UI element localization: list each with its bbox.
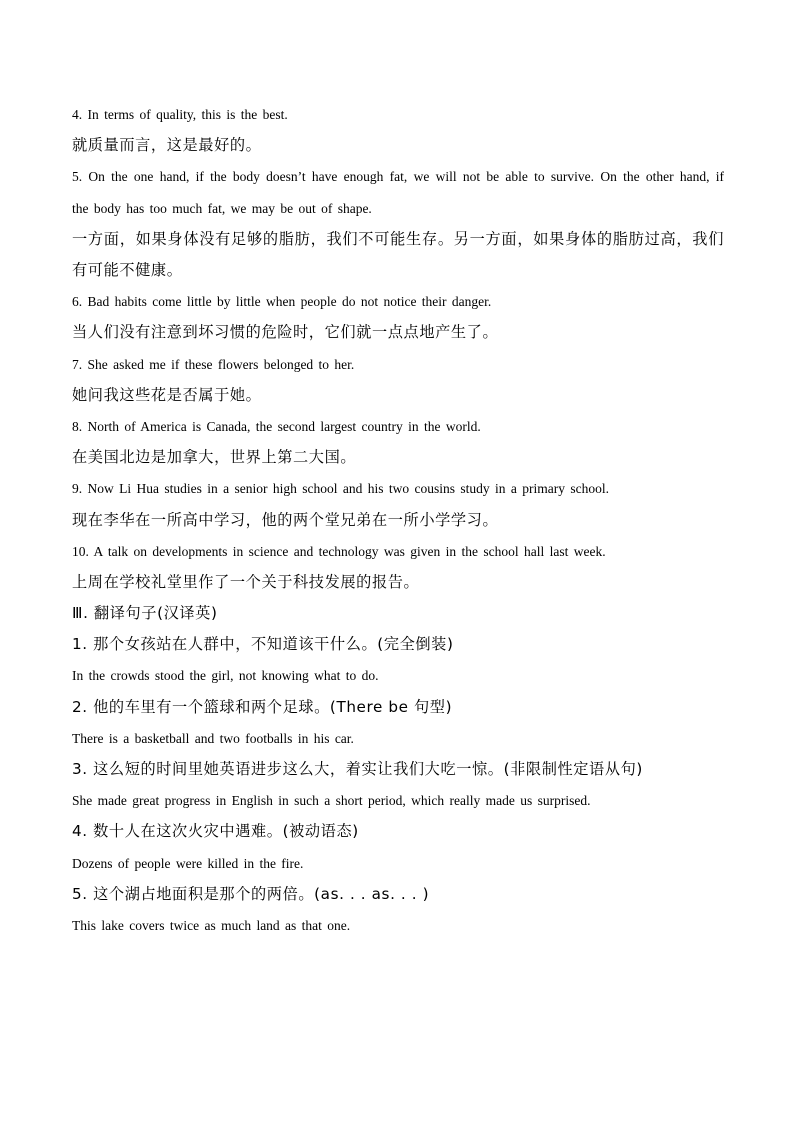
sentence-5-chinese: 一方面，如果身体没有足够的脂肪，我们不可能生存。另一方面，如果身体的脂肪过高，我们有可能不健康。 — [72, 229, 724, 279]
sentence-10-english: 10. A talk on developments in science and technology was given in the school hall last week. — [72, 543, 606, 559]
sentence-8-chinese: 在美国北边是加拿大，世界上第二大国。 — [72, 448, 357, 467]
sentence-8-english: 8. North of America is Canada, the second largest country in the world. — [72, 418, 481, 434]
sentence-5-english: 5. On the one hand, if the body doesn’t have enough fat, we will not be able to survive. On the other hand, if the body has too much fat, we may be out of shape. — [72, 169, 724, 216]
sentence-7-chinese: 她问我这些花是否属于她。 — [72, 385, 262, 404]
sentence-7-english: 7. She asked me if these flowers belonged to her. — [72, 356, 355, 372]
translation-5-prompt: 5. 这个湖占地面积是那个的两倍。(as. . . as. . . ) — [72, 884, 430, 903]
translation-3-prompt: 3. 这么短的时间里她英语进步这么大，着实让我们大吃一惊。(非限制性定语从句) — [72, 760, 643, 778]
section-3-heading: Ⅲ. 翻译句子(汉译英) — [72, 604, 218, 623]
sentence-6-chinese: 当人们没有注意到坏习惯的危险时，它们就一点点地产生了。 — [72, 323, 499, 342]
translation-4-answer: Dozens of people were killed in the fire. — [72, 855, 304, 871]
translation-3-answer: She made great progress in English in such a short period, which really made us surprised. — [72, 793, 591, 809]
sentence-9-chinese: 现在李华在一所高中学习，他的两个堂兄弟在一所小学学习。 — [72, 510, 499, 529]
sentence-10-chinese: 上周在学校礼堂里作了一个关于科技发展的报告。 — [72, 572, 420, 591]
translation-4-prompt: 4. 数十人在这次火灾中遇难。(被动语态) — [72, 822, 359, 841]
translation-1-answer: In the crowds stood the girl, not knowing what to do. — [72, 668, 379, 684]
sentence-4-chinese: 就质量而言，这是最好的。 — [72, 136, 262, 155]
sentence-6-english: 6. Bad habits come little by little when people do not notice their danger. — [72, 294, 492, 310]
sentence-4-english: 4. In terms of quality, this is the best. — [72, 107, 288, 122]
translation-2-answer: There is a basketball and two footballs in his car. — [72, 730, 354, 746]
translation-2-prompt: 2. 他的车里有一个篮球和两个足球。(There be 句型) — [72, 697, 453, 716]
sentence-9-english: 9. Now Li Hua studies in a senior high school and his two cousins study in a primary school. — [72, 481, 609, 497]
translation-1-prompt: 1. 那个女孩站在人群中，不知道该干什么。(完全倒装) — [72, 635, 454, 654]
translation-5-answer: This lake covers twice as much land as that one. — [72, 917, 351, 933]
document-page — [72, 99, 724, 941]
